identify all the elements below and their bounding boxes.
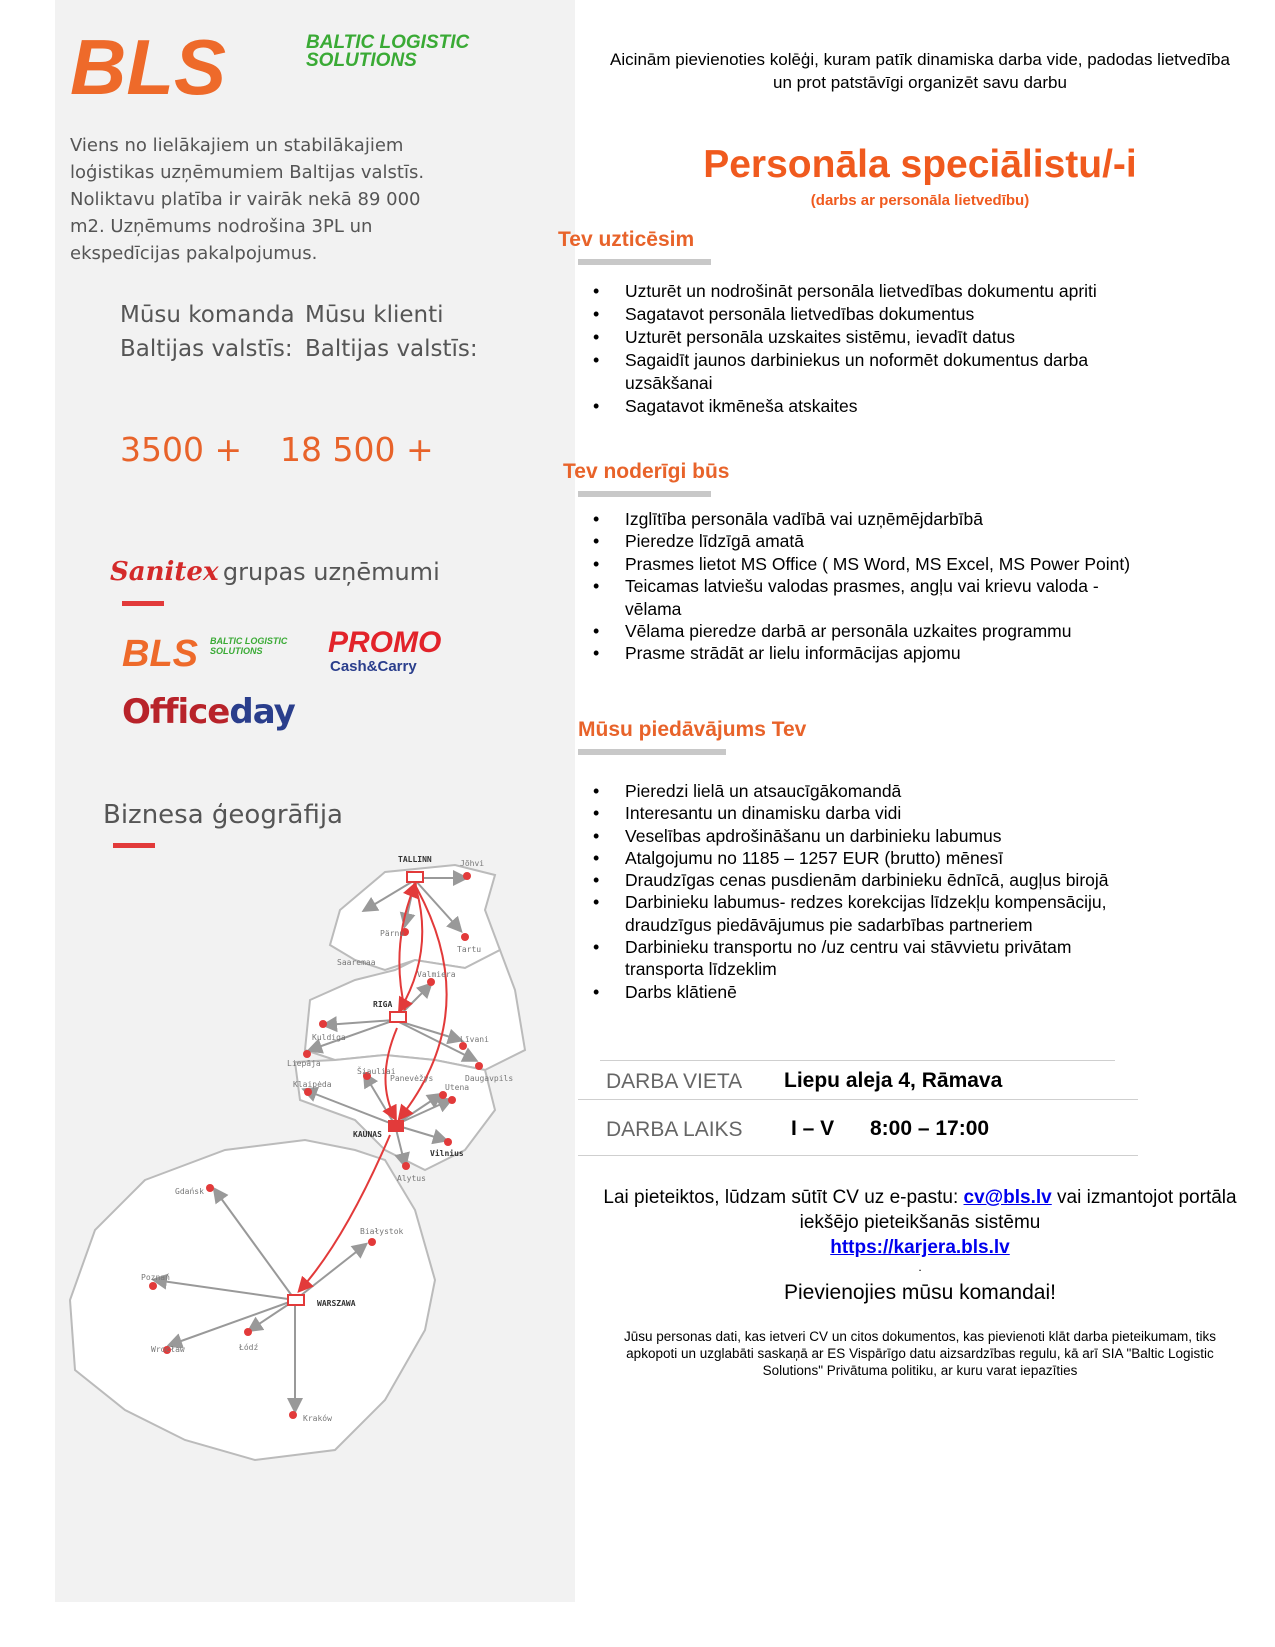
group-label: grupas uzņēmumi <box>222 558 440 586</box>
requirement-item: • Prasme strādāt ar lielu informācijas apjomu <box>593 642 1153 664</box>
svg-text:Saaremaa: Saaremaa <box>337 958 376 967</box>
svg-text:Liepāja: Liepāja <box>287 1059 321 1068</box>
group-heading <box>110 557 440 587</box>
svg-text:Białystok: Białystok <box>360 1227 404 1236</box>
workplace-divider-mid <box>578 1099 1138 1100</box>
duty-item: • Sagatavot personāla lietvedības dokumentus <box>593 303 1153 326</box>
duty-item: • Sagatavot ikmēneša atskaites <box>593 395 1153 418</box>
svg-text:RIGA: RIGA <box>373 1000 393 1009</box>
requirement-item: • Pieredze līdzīgā amatā <box>593 530 1153 552</box>
svg-text:Tartu: Tartu <box>457 945 482 954</box>
email-link[interactable]: cv@bls.lv <box>963 1187 1052 1208</box>
apply-text-after: vai izmantojot portāla iekšējo pieteikšanās sistēmu <box>799 1187 1237 1233</box>
requirement-item: • Vēlama pieredze darbā ar personāla uzkaites programmu <box>593 620 1153 642</box>
offer-heading: Mūsu piedāvājums Tev <box>578 718 807 741</box>
requirement-item: • Teicamas latviešu valodas prasmes, angļu vai krievu valoda - vēlama <box>593 575 1153 620</box>
bls-logo-mark: BLS <box>70 28 226 108</box>
bls-logo-line1: BALTIC LOGISTIC <box>306 32 470 53</box>
business-map <box>55 850 575 1480</box>
clients-stat-value: 18 500 + <box>280 430 434 469</box>
promo-logo-name: PROMO <box>328 626 442 659</box>
clients-stat-label <box>305 298 495 366</box>
offer-item: • Darbinieku labumus- redzes korekcijas līdzekļu kompensāciju, draudzīgus piedāvājumus pie sadarbības partneriem <box>593 891 1153 936</box>
requirement-item: • Prasmes lietot MS Office ( MS Word, MS Excel, MS Power Point) <box>593 553 1153 575</box>
requirement-item: • Izglītība personāla vadībā vai uzņēmējdarbībā <box>593 508 1153 530</box>
svg-text:Pärnu: Pärnu <box>380 929 405 938</box>
svg-text:Kuldiga: Kuldiga <box>312 1033 346 1042</box>
svg-text:Jõhvi: Jõhvi <box>460 859 485 868</box>
apply-text-before: Lai pieteiktos, lūdzam sūtīt CV uz e-pastu: <box>603 1187 959 1208</box>
bls-small-mark: BLS <box>122 633 198 674</box>
svg-text:KAUNAS: KAUNAS <box>353 1130 382 1139</box>
requirements-heading: Tev noderīgi būs <box>563 460 730 483</box>
workplace-divider-bottom <box>578 1155 1138 1156</box>
svg-text:WARSZAWA: WARSZAWA <box>317 1299 356 1308</box>
location-value: Liepu aleja 4, Rāmava <box>784 1069 1003 1092</box>
join-text: Pievienojies mūsu komandai! <box>784 1281 1056 1304</box>
svg-text:TALLINN: TALLINN <box>398 855 432 864</box>
offer-item: • Draudzīgas cenas pusdienām darbinieku ēdnīcā, augļus birojā <box>593 869 1153 891</box>
bls-small-logo <box>122 628 302 674</box>
workplace-divider-top <box>600 1060 1115 1061</box>
sanitex-logo: Sanitex <box>110 557 219 587</box>
svg-text:Utena: Utena <box>445 1083 470 1092</box>
offer-underline <box>578 749 726 755</box>
map-latvia <box>305 950 525 1070</box>
hub-kaunas <box>388 1120 404 1132</box>
promo-logo <box>328 628 441 675</box>
svg-text:Līvani: Līvani <box>460 1035 489 1044</box>
svg-text:Alytus: Alytus <box>397 1174 426 1183</box>
team-label-line2: Baltijas valstīs: <box>120 336 293 362</box>
geography-title: Biznesa ģeogrāfija <box>103 800 343 830</box>
svg-text:Vilnius: Vilnius <box>430 1149 464 1158</box>
officeday-logo <box>122 692 295 732</box>
job-subtitle: (darbs ar personāla lietvedību) <box>810 192 1030 209</box>
svg-text:Wrocław: Wrocław <box>151 1345 185 1354</box>
svg-text:Kraków: Kraków <box>303 1414 332 1423</box>
promo-logo-tag: Cash&Carry <box>330 658 417 675</box>
requirements-list <box>593 508 1153 665</box>
offer-item: • Pieredzi lielā un atsaucīgākomandā <box>593 780 1153 802</box>
bls-small-line1: BALTIC LOGISTIC <box>210 636 288 646</box>
clients-label-line2: Baltijas valstīs: <box>305 336 478 362</box>
company-about: Viens no lielākajiem un stabilākajiem loģistikas uzņēmumiem Baltijas valstīs. Noliktavu platība ir vairāk nekā 89 000 m2. Uzņēmums nodrošina 3PL un ekspedīcijas pakalpojumus. <box>70 135 425 264</box>
hub-warszawa <box>288 1295 304 1305</box>
duty-item: • Uzturēt un nodrošināt personāla lietvedības dokumentu apriti <box>593 280 1153 303</box>
offer-item: • Darbs klātienē <box>593 981 1153 1003</box>
svg-text:Łódź: Łódź <box>239 1343 259 1352</box>
clients-label-line1: Mūsu klienti <box>305 302 444 328</box>
intro-text: Aicinām pievienoties kolēģi, kuram patīk dinamiska darba vide, padodas lietvedība un prot patstāvīgi organizēt savu darbu <box>610 50 1230 92</box>
svg-text:Panevėžys: Panevėžys <box>390 1074 434 1083</box>
bls-small-line2: SOLUTIONS <box>210 646 263 656</box>
team-stat-value: 3500 + <box>120 430 243 469</box>
duty-item: • Uzturēt personāla uzskaites sistēmu, ievadīt datus <box>593 326 1153 349</box>
work-days: I – V <box>791 1117 835 1140</box>
hub-riga <box>390 1012 406 1022</box>
duties-list <box>593 280 1153 418</box>
offer-item: • Interesantu un dinamisku darba vidi <box>593 802 1153 824</box>
officeday-office: Office <box>122 692 230 732</box>
duties-underline <box>578 259 711 265</box>
work-hours: 8:00 – 17:00 <box>870 1117 990 1140</box>
hours-label: DARBA LAIKS <box>606 1118 743 1141</box>
offer-item: • Atalgojumu no 1185 – 1257 EUR (brutto) mēnesī <box>593 847 1153 869</box>
svg-text:Gdańsk: Gdańsk <box>175 1187 204 1196</box>
svg-text:Poznań: Poznań <box>141 1273 170 1282</box>
hub-tallinn <box>407 872 423 882</box>
duties-heading: Tev uzticēsim <box>558 228 695 251</box>
job-title: Personāla speciālistu/-i <box>703 143 1137 186</box>
offer-item: • Darbinieku transportu no /uz centru vai stāvvietu privātam transporta līdzeklim <box>593 936 1153 981</box>
privacy-note: Jūsu personas dati, kas ietveri CV un citos dokumentos, kas pievienoti klāt darba pieteikumam, tiks apkopoti un uzglabāti saskaņā ar ES Vispārīgo datu aizsardzības regulu, kā arī SIA "Baltic Logistic Solutions" Privātuma politiku, ar kuru varat iepazīties <box>623 1329 1217 1378</box>
svg-text:Šiauliai: Šiauliai <box>357 1067 396 1076</box>
offer-list <box>593 780 1153 1003</box>
svg-text:Klaipėda: Klaipėda <box>293 1080 332 1089</box>
svg-text:Daugavpils: Daugavpils <box>465 1074 514 1083</box>
team-label-line1: Mūsu komanda <box>120 302 295 328</box>
bls-logo <box>70 28 490 108</box>
group-divider <box>122 601 164 606</box>
duty-item: • Sagaidīt jaunos darbiniekus un noformēt dokumentus darba uzsākšanai <box>593 349 1153 395</box>
apply-block <box>600 1185 1240 1305</box>
bls-logo-line2: SOLUTIONS <box>306 50 417 71</box>
requirements-underline <box>578 491 711 497</box>
geography-divider <box>113 843 155 848</box>
location-label: DARBA VIETA <box>606 1070 743 1093</box>
apply-dot: . <box>918 1260 922 1274</box>
team-stat-label <box>120 298 300 366</box>
map-poland <box>70 1140 435 1460</box>
offer-item: • Veselības apdrošināšanu un darbinieku labumus <box>593 825 1153 847</box>
officeday-day: day <box>229 692 295 732</box>
career-portal-link[interactable]: https://karjera.bls.lv <box>830 1237 1010 1258</box>
svg-text:Valmiera: Valmiera <box>417 970 456 979</box>
